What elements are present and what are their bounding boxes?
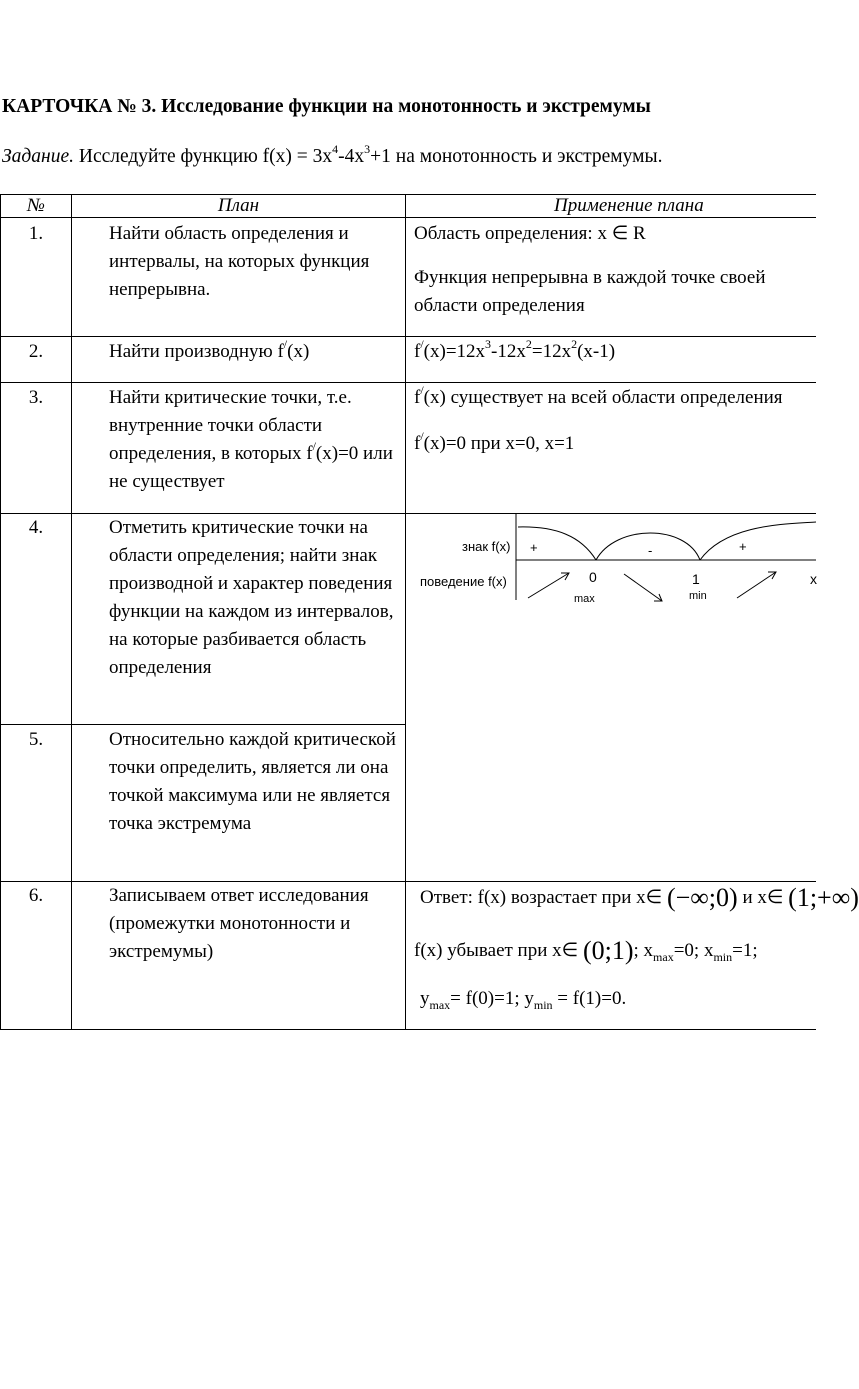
min-label: min <box>689 590 707 602</box>
row1-num: 1. <box>28 223 44 244</box>
row1-apply-domain: Область определения: x ∈ R <box>414 223 646 244</box>
header-plan: План <box>217 195 260 216</box>
sign-plus-left: + <box>530 540 538 555</box>
row1-plan: Найти область определения и интервалы, на которых функция непрерывна. <box>109 223 370 300</box>
row3-num: 3. <box>28 387 44 408</box>
sign-minus: - <box>648 543 653 558</box>
sign-chart <box>406 514 816 614</box>
task-exp1: 4 <box>332 141 339 156</box>
card-title: КАРТОЧКА № 3. Исследование функции на монотонность и экстремумы <box>2 96 651 117</box>
task-text-mid: -4x <box>338 146 365 167</box>
arrow-decreasing <box>624 574 662 601</box>
max-label: max <box>574 593 595 605</box>
task-text-pre: Исследуйте функцию f(x) = 3x <box>73 146 333 167</box>
row2-plan: Найти производную f/(x) <box>109 336 310 362</box>
row6-answer-extrema: $y_{max}= f(0)=1$; $y_{min} = f(1)=0$. <box>420 988 627 1012</box>
row6-plan: Записываем ответ исследования (промежутки монотонности и экстремумы) <box>109 885 369 962</box>
row6-num: 6. <box>28 885 44 906</box>
critical-point-0: 0 <box>589 569 597 585</box>
behavior-label: поведение f(x) <box>420 574 507 589</box>
row4-plan: Отметить критические точки на области определения; найти знак производной и характер поведения функции на каждом из интервалов, на которые разбивается область определения <box>109 517 394 678</box>
row5-num: 5. <box>28 729 44 750</box>
row5-plan: Относительно каждой критической точки определить, является ли она точкой максимума или не является точка экстремума <box>109 729 396 834</box>
task-statement <box>2 141 663 168</box>
arrow-increasing-right <box>737 572 776 598</box>
task-label: Задание. <box>2 146 74 167</box>
arrow-increasing-left <box>528 573 569 598</box>
row3-plan: Найти критические точки, т.е. внутренние точки области определения, в которых f/(x)=0 или не существует <box>109 387 393 492</box>
header-apply: Применение плана <box>554 195 704 216</box>
row2-apply-derivative: $f^/(x)=12x^3-12x^2=12x^2(x-1)$ <box>414 336 616 362</box>
axis-x-label: x <box>810 571 817 587</box>
row6-answer-increasing: Ответ: f(x) возрастает при x∈ (−∞;0) и x∈ (1;+∞) <box>420 883 859 912</box>
sign-arc-positive-right <box>700 522 816 560</box>
row3-apply-exists: f/(x) существует на всей области определения <box>414 382 783 408</box>
row6-answer-decreasing: f(x) убывает при x∈ (0;1); $x_{max}=0$; $x_{min}=1$; <box>414 936 758 965</box>
critical-point-1: 1 <box>692 571 700 587</box>
row1-apply-continuity: Функция непрерывна в каждой точке своей области определения <box>414 267 766 316</box>
row4-num: 4. <box>28 517 44 538</box>
header-num: № <box>27 195 45 216</box>
row2-num: 2. <box>28 341 44 362</box>
sign-plus-right: + <box>739 539 747 554</box>
task-exp2: 3 <box>364 141 371 156</box>
row3-apply-zeros: f/(x)=0 при x=0, x=1 <box>414 428 575 454</box>
sign-label: знак f(x) <box>462 539 511 554</box>
task-text-post: +1 на монотонность и экстремумы. <box>370 146 663 167</box>
